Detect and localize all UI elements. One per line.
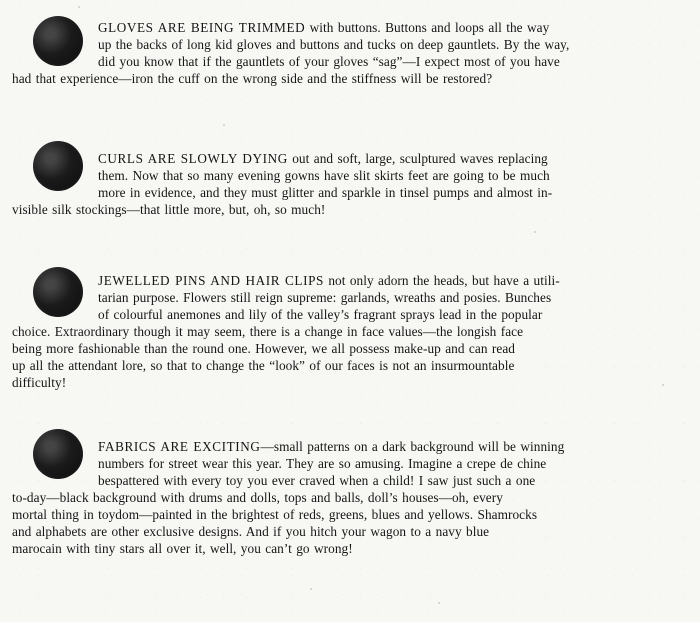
paragraph-line-text: not only adorn the heads, but have a utili- bbox=[323, 273, 560, 288]
round-bullet-icon bbox=[33, 267, 83, 317]
round-bullet-icon bbox=[33, 141, 83, 191]
paragraph-line: and alphabets are other exclusive designs. And if you hitch your wagon to a navy blue bbox=[12, 524, 490, 539]
paragraph-line-text: out and soft, large, sculptured waves replacing bbox=[287, 151, 548, 166]
paragraph-line: to-day—black background with drums and dolls, tops and balls, doll’s houses—oh, every bbox=[12, 490, 503, 505]
paragraph-heading: GLOVES ARE BEING TRIMMED bbox=[98, 20, 306, 35]
paragraph-line: of colourful anemones and lily of the valley’s fragrant sprays lead in the popular bbox=[98, 307, 543, 322]
paragraph-heading: JEWELLED PINS AND HAIR CLIPS bbox=[98, 273, 324, 288]
round-bullet-icon bbox=[33, 429, 83, 479]
paragraph-line: numbers for street wear this year. They are so amusing. Imagine a crepe de chine bbox=[98, 456, 547, 471]
paragraph-line: being more fashionable than the round one. However, we all possess make-up and can read bbox=[12, 341, 515, 356]
paragraph-line: mortal thing in toydom—painted in the brightest of reds, greens, blues and yellows. Shamrocks bbox=[12, 507, 538, 522]
paragraph-line bbox=[98, 151, 548, 168]
paragraph-line: them. Now that so many evening gowns have slit skirts feet are going to be much bbox=[98, 168, 550, 183]
paragraph-line: tarian purpose. Flowers still reign supreme: garlands, wreaths and posies. Bunches bbox=[98, 290, 552, 305]
paragraph-line: choice. Extraordinary though it may seem, there is a change in face values—the longish face bbox=[12, 324, 524, 339]
paragraph-line bbox=[98, 439, 564, 456]
paragraph-line: visible silk stockings—that little more, but, oh, so much! bbox=[12, 202, 326, 217]
paragraph-line: up all the attendant lore, so that to change the “look” of our faces is not an insurmountable bbox=[12, 358, 515, 373]
paragraph-line-text: —small patterns on a dark background will be winning bbox=[260, 439, 565, 454]
paragraph-line: difficulty! bbox=[12, 375, 67, 390]
paragraph-line bbox=[98, 273, 560, 290]
round-bullet-icon bbox=[33, 16, 83, 66]
paragraph-heading: FABRICS ARE EXCITING bbox=[98, 439, 261, 454]
paragraph-heading: CURLS ARE SLOWLY DYING bbox=[98, 151, 288, 166]
paragraph-line bbox=[98, 20, 549, 37]
paper-speck bbox=[438, 602, 440, 604]
paper-speck bbox=[78, 6, 80, 8]
paragraph-line: more in evidence, and they must glitter and sparkle in tinsel pumps and almost in- bbox=[98, 185, 553, 200]
paper-speck bbox=[534, 231, 536, 233]
paragraph-line: had that experience—iron the cuff on the wrong side and the stiffness will be restored? bbox=[12, 71, 493, 86]
paragraph-line: marocain with tiny stars all over it, well, you can’t go wrong! bbox=[12, 541, 353, 556]
paragraph-line-text: with buttons. Buttons and loops all the way bbox=[305, 20, 550, 35]
paragraph-line: did you know that if the gauntlets of your gloves “sag”—I expect most of you have bbox=[98, 54, 560, 69]
paragraph-line: bespattered with every toy you ever craved when a child! I saw just such a one bbox=[98, 473, 536, 488]
paragraph-line: up the backs of long kid gloves and buttons and tucks on deep gauntlets. By the way, bbox=[98, 37, 570, 52]
paper-speck bbox=[223, 124, 225, 126]
paper-speck bbox=[310, 588, 312, 590]
paper-speck bbox=[662, 384, 664, 386]
